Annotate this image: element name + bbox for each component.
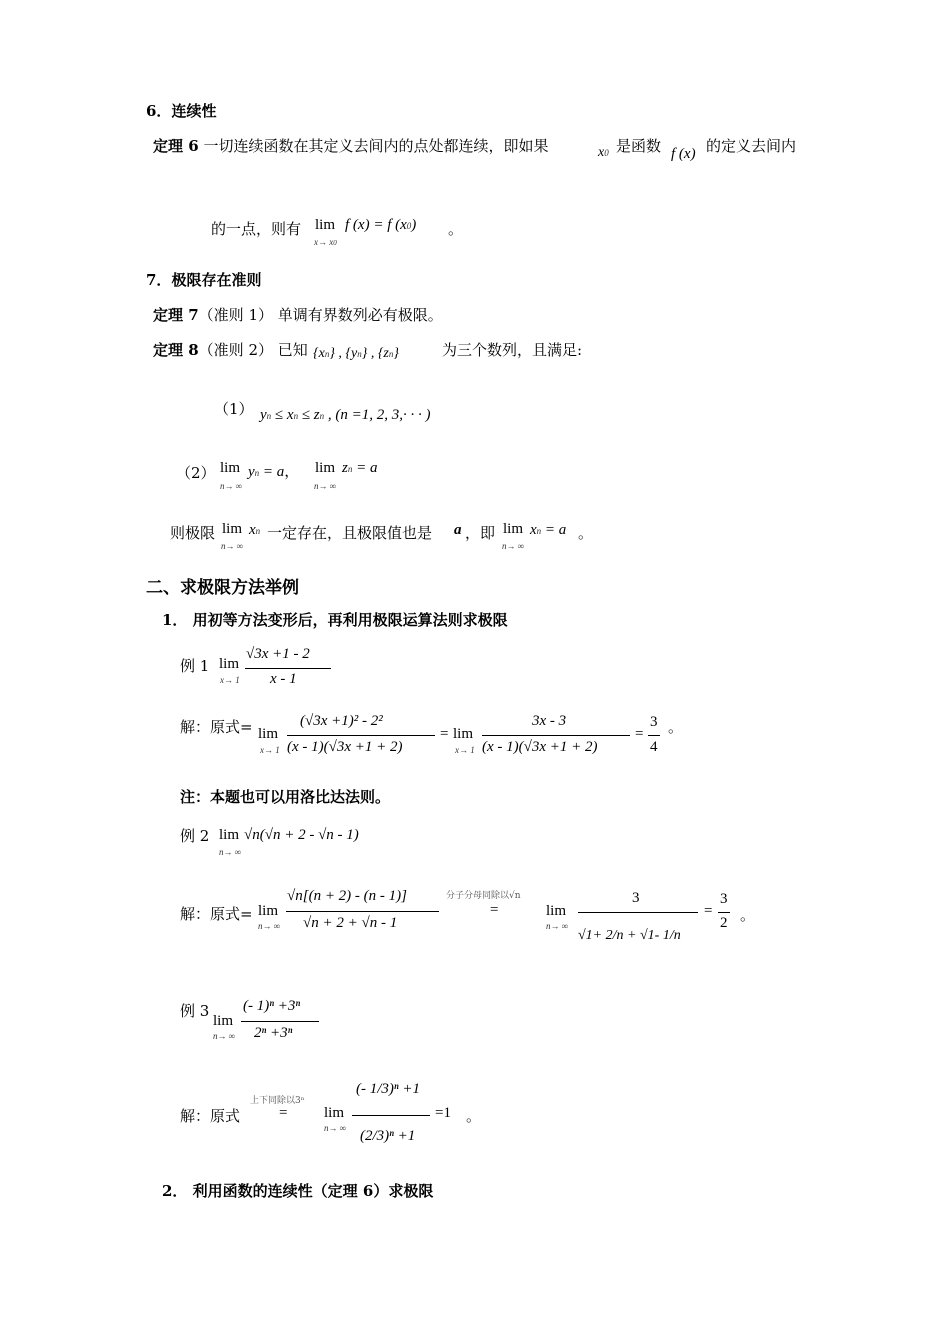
fraction-bar [578,912,698,913]
section-7-heading [146,269,261,290]
fraction-denominator: √n + 2 + √n - 1 [303,915,398,931]
fraction-bar [245,668,331,669]
lim-subscript: x→ 1 [455,745,475,755]
fraction-bar [241,1021,319,1022]
fraction-bar [352,1115,430,1116]
eq-end: ) [411,217,417,233]
sub-n: n [266,411,272,421]
result-numerator: 3 [720,891,728,907]
method-title: 利用函数的连续性（定理 6）求极限 [192,1182,434,1200]
fraction-numerator: (- 1)ⁿ +3ⁿ [243,998,301,1014]
lim-operator: lim [220,460,241,476]
theorem-text: 已知 [277,341,308,359]
lim-subscript: n→ ∞ [546,921,569,931]
fraction-denominator: (x - 1)(√3x +1 + 2) [482,739,598,755]
x-var: x [249,522,256,538]
rule-label: （准则 1） [198,306,273,324]
fraction-numerator: (- 1/3)ⁿ +1 [356,1081,420,1097]
a-var: a [454,522,462,538]
result-numerator: 3 [650,714,658,730]
equals-a: = a [262,464,285,480]
condition-1-math [260,407,431,424]
theorem-7 [153,304,443,325]
x-n [249,522,260,539]
x-var: x [598,145,605,160]
method-1-heading [162,609,508,630]
lim-subscript: n→ ∞ [314,481,337,491]
lim-operator: lim [315,217,336,233]
lim-subscript: n→ ∞ [213,1031,236,1041]
theorem-6-line2: 的一点，则有 [211,220,302,238]
theorem-text: 单调有界数列必有极限。 [277,306,443,324]
section-title: 连续性 [171,102,217,120]
y-var: y [248,464,255,480]
x0-symbol [598,145,609,161]
sub-n: n [255,526,261,536]
lim-sub-text: x→ x [314,237,334,247]
sub-n: n [293,411,299,421]
expression: √n(√n + 2 - √n - 1) [244,827,359,843]
subscript: 0 [604,148,609,158]
fraction-numerator: 3x - 3 [532,713,567,729]
theorem-6-line1 [153,135,548,156]
equals-sign: = [704,903,713,919]
equals-sign: = [635,726,644,742]
comma: ， [284,464,300,480]
fraction-denominator: 2ⁿ +3ⁿ [254,1025,293,1041]
section-number: 6． [146,102,172,120]
period: 。 [668,718,684,736]
y-var: y [260,407,267,423]
solution-label: 解：原式 [180,1107,241,1125]
method-2-heading [162,1180,433,1201]
sub-n: n [347,464,353,474]
lim-subscript: x→ 1 [220,675,240,685]
fraction-denominator: √1+ 2/n + √1- 1/n [578,928,681,943]
fx-symbol: f (x) [671,146,696,162]
fraction-denominator: x - 1 [270,671,297,687]
x-var: x [530,522,537,538]
fraction-bar [718,912,730,913]
eq-text: f (x) = f (x [345,217,407,233]
sub-n: n [536,526,542,536]
equals-sign: = [279,1105,288,1121]
equals-a: = a [356,460,378,476]
solution-label: 解：原式= [180,905,253,923]
fraction-bar [286,911,439,912]
theorem-text-3: 的定义去间内 [706,137,797,155]
continuity-equation [345,217,416,234]
fraction-bar [648,735,660,736]
theorem-text-2: 为三个数列，且满足: [442,341,583,359]
fraction-numerator: √3x +1 - 2 [246,646,310,662]
lim-subscript: n→ ∞ [219,847,242,857]
lim-subscript: n→ ∞ [502,541,525,551]
section-number: 7． [146,271,172,289]
seq-z: } , {z [361,346,389,361]
theorem-text-2: 是函数 [616,137,662,155]
seq-x: {x [313,346,325,361]
lim-subscript: n→ ∞ [324,1123,347,1133]
equals-a: = a [544,522,567,538]
conclusion-text: 则极限 [170,524,216,542]
conclusion-text-2: 一定存在，且极限值也是 [267,524,433,542]
solution-label: 解：原式= [180,718,253,736]
theorem-8-line1 [153,339,308,360]
lim-operator: lim [503,521,524,537]
equals-sign: = [440,726,449,742]
result: =1 [435,1105,451,1121]
theorem-label: 定理 6 [153,137,199,155]
period: 。 [740,906,756,924]
fraction-numerator: (√3x +1)² - 2² [300,713,383,729]
fraction-numerator: √n[(n + 2) - (n - 1)] [287,888,407,904]
method-number: 2． [162,1182,188,1200]
period: 。 [466,1107,482,1125]
condition-2-label: （2） [176,464,216,482]
sub-n: n [324,349,330,359]
lim-operator: lim [315,460,336,476]
seq-y: } , {y [329,346,358,361]
lim-operator: lim [258,903,279,919]
lim-subscript: n→ ∞ [220,481,243,491]
conclusion-text-3: ，即 [465,524,496,542]
section-6-heading [146,100,216,121]
lim-operator: lim [546,903,567,919]
lim-operator: lim [219,656,240,672]
period: 。 [578,524,594,542]
n-range: , (n =1, 2, 3,· · · ) [327,407,431,423]
equals-sign: = [490,902,499,918]
lim-operator: lim [324,1105,345,1121]
fraction-bar [482,735,630,736]
limit-z [342,460,377,477]
theorem-label: 定理 8 [153,341,199,359]
lim-subscript: n→ ∞ [221,541,244,551]
lim-operator: lim [453,726,474,742]
result-denominator: 2 [720,915,728,931]
sequences [313,346,399,362]
lim-subscript: x→ 1 [260,745,280,755]
leq-z: ≤ z [301,407,320,423]
lim-operator: lim [258,726,279,742]
eq-sub: 0 [406,221,412,231]
theorem-text: 一切连续函数在其定义去间内的点处都连续，即如果 [203,137,549,155]
rule-label: （准则 2） [198,341,273,359]
seq-close: } [393,346,399,361]
note-text: 注：本题也可以用洛比达法则。 [180,788,391,806]
example-3-label: 例 3 [180,1002,210,1020]
condition-1-label: （1） [214,400,254,418]
operation-note: 上下同除以3ⁿ [250,1096,305,1106]
theorem-label: 定理 7 [153,306,199,324]
sub-n: n [254,468,260,478]
lim-operator: lim [219,827,240,843]
leq-x: ≤ x [274,407,294,423]
limit-y [248,460,299,481]
lim-sub-0: 0 [333,239,337,247]
section-title: 极限存在准则 [171,271,262,289]
fraction-bar [287,735,435,736]
example-2-label: 例 2 [180,827,210,845]
lim-operator: lim [222,521,243,537]
lim-operator: lim [213,1013,234,1029]
method-number: 1． [162,611,188,629]
operation-note: 分子分母同除以√n [446,891,521,901]
method-title: 用初等方法变形后，再利用极限运算法则求极限 [192,611,508,629]
fraction-numerator: 3 [632,890,640,906]
example-1-label: 例 1 [180,657,210,675]
result-denominator: 4 [650,739,658,755]
fraction-denominator: (2/3)ⁿ +1 [360,1128,416,1144]
lim-subscript: n→ ∞ [258,921,281,931]
period: 。 [448,220,464,238]
sub-n: n [388,349,394,359]
limit-x [530,522,566,539]
sub-n: n [319,411,325,421]
fraction-denominator: (x - 1)(√3x +1 + 2) [287,739,403,755]
part-2-heading: 二、求极限方法举例 [146,578,299,598]
z-var: z [342,460,348,476]
sub-n: n [357,349,362,359]
lim-subscript [314,237,337,247]
